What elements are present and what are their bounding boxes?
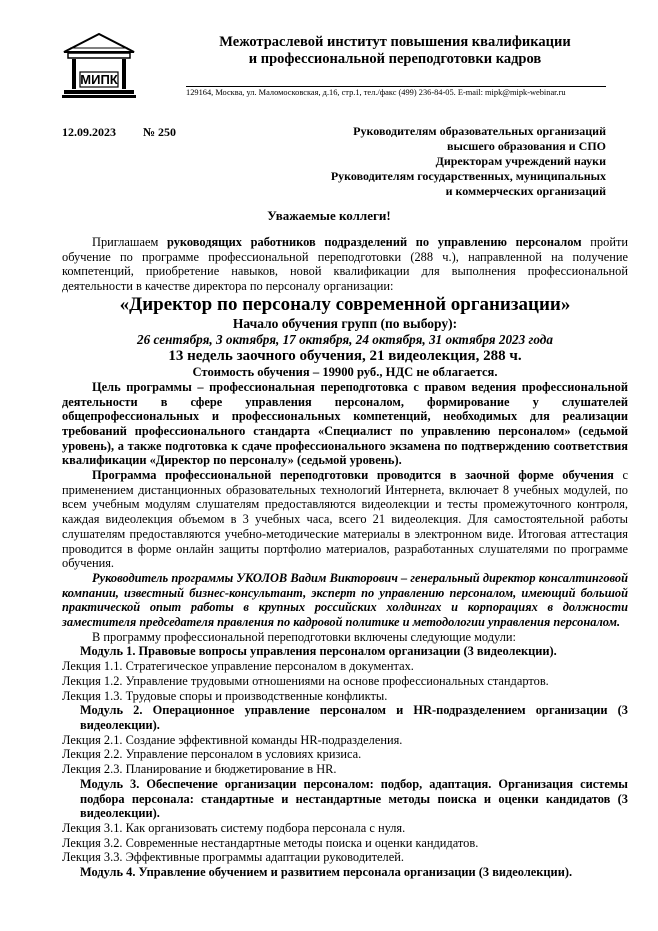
greeting: Уважаемые коллеги! xyxy=(267,208,391,223)
recipient-line: Руководителям государственных, муниципальных xyxy=(330,169,606,183)
lecture-item: Лекция 2.1. Создание эффективной команды HR-подразделения. xyxy=(62,732,403,747)
recipient-line: высшего образования и СПО xyxy=(447,139,606,153)
header-divider xyxy=(186,86,606,87)
recipient-line: Директорам учреждений науки xyxy=(435,154,606,168)
institute-name-line1: Межотраслевой институт повышения квалификации xyxy=(219,34,571,50)
institute-name-line2: и профессиональной переподготовки кадров xyxy=(248,51,542,67)
institute-name xyxy=(170,34,620,68)
recipient-line: Руководителям образовательных организаций xyxy=(353,124,606,138)
letter-number: № 250 xyxy=(143,125,177,139)
lecture-item: Лекция 1.3. Трудовые споры и производственные конфликты. xyxy=(62,688,388,703)
program-title: «Директор по персоналу современной организации» xyxy=(119,293,571,315)
intro-paragraph: Приглашаем руководящих работников подразделений по управлению персоналом пройти обучение по программе профессиональной переподготовки (288 ч.), направленной на получение компетенций, приобретение навыков, новой квалификации для выполнения профессиональной деятельности в качестве директора по персоналу организации: xyxy=(62,235,628,294)
lecture-item: Лекция 1.2. Управление трудовыми отношениями на основе профессиональных стандартов. xyxy=(62,673,549,688)
module-title: Модуль 4. Управление обучением и развитием персонала организации (3 видеолекции). xyxy=(80,865,573,880)
logo-text: МИПК xyxy=(80,72,118,87)
institute-logo xyxy=(60,32,138,100)
lecture-item: Лекция 1.1. Стратегическое управление персоналом в документах. xyxy=(62,659,414,674)
module-title: Модуль 2. Операционное управление персоналом и HR-подразделением организации (3 видеолекции). xyxy=(80,703,628,732)
recipients-block xyxy=(316,124,606,199)
modules-intro: В программу профессиональной переподготовки включены следующие модули: xyxy=(92,629,516,644)
lecture-item: Лекция 2.2. Управление персоналом в условиях кризиса. xyxy=(62,747,362,762)
letter-date: 12.09.2023 xyxy=(62,125,116,139)
program-duration: 13 недель заочного обучения, 21 видеолекция, 288 ч. xyxy=(168,347,522,364)
format-paragraph: Программа профессиональной переподготовки проводится в заочной форме обучения с применением дистанционных образовательных технологий Интернета, включает 8 учебных модулей, по всем учебным модулям слушателям предоставляются видеолекции и тесты промежуточного контроля, каждая видеолекция объемом в 3 учебных часа, всего 21 видеолекция. Для самостоятельной работы слушателям предоставляются учебно-методические материалы в электронном виде. Итоговая аттестация проводится в форме онлайн защиты портфолио материалов, разработанных слушателями по программе обучения. xyxy=(62,468,628,571)
institute-address: 129164, Москва, ул. Маломосковская, д.16, стр.1, тел./факс (499) 236-84-05. E-mail: mipk@mipk-webinar.ru xyxy=(186,88,566,97)
lecture-item: Лекция 3.1. Как организовать систему подбора персонала с нуля. xyxy=(62,820,406,835)
lecture-item: Лекция 2.3. Планирование и бюджетирование в HR. xyxy=(62,762,337,777)
module-title: Модуль 1. Правовые вопросы управления персоналом организации (3 видеолекции). xyxy=(80,644,557,659)
goal-paragraph: Цель программы – профессиональная переподготовка с правом ведения профессиональной деятельности в сфере управления персоналом, формирование у слушателей общепрофессиональных и профессиональных компетенций, необходимых для реализации требований профессионального стандарта «Специалист по управлению персоналом» (седьмой уровень), а также подготовка к сдаче профессионального экзамена по подтверждению соответствия квалификации «Директор по персоналу» (седьмой уровень). xyxy=(62,379,628,468)
leader-paragraph: Руководитель программы УКОЛОВ Вадим Викторович – генеральный директор консалтинговой компании, известный бизнес-консультант, эксперт по управлению персоналом, имеющий большой практической опыт работы в крупных российских холдингах и корпорациях в должности заместителя председателя правления по кадровой политике и методологии управления персоналом. xyxy=(62,570,628,630)
lecture-item: Лекция 3.3. Эффективные программы адаптации руководителей. xyxy=(62,850,404,865)
recipient-line: и коммерческих организаций xyxy=(445,184,606,198)
start-dates: 26 сентября, 3 октября, 17 октября, 24 октября, 31 октября 2023 года xyxy=(137,331,553,347)
module-title: Модуль 3. Обеспечение организации персоналом: подбор, адаптация. Организация системы подбора персонала: стандартные и нестандартные методы поиска и оценки кандидатов (3 видеолекции). xyxy=(80,776,628,821)
letter-date-number xyxy=(62,125,200,140)
lecture-item: Лекция 3.2. Современные нестандартные методы поиска и оценки кандидатов. xyxy=(62,835,479,850)
letter-body xyxy=(62,235,628,880)
program-cost: Стоимость обучения – 19900 руб., НДС не облагается. xyxy=(192,364,498,379)
start-label: Начало обучения групп (по выбору): xyxy=(232,315,458,331)
